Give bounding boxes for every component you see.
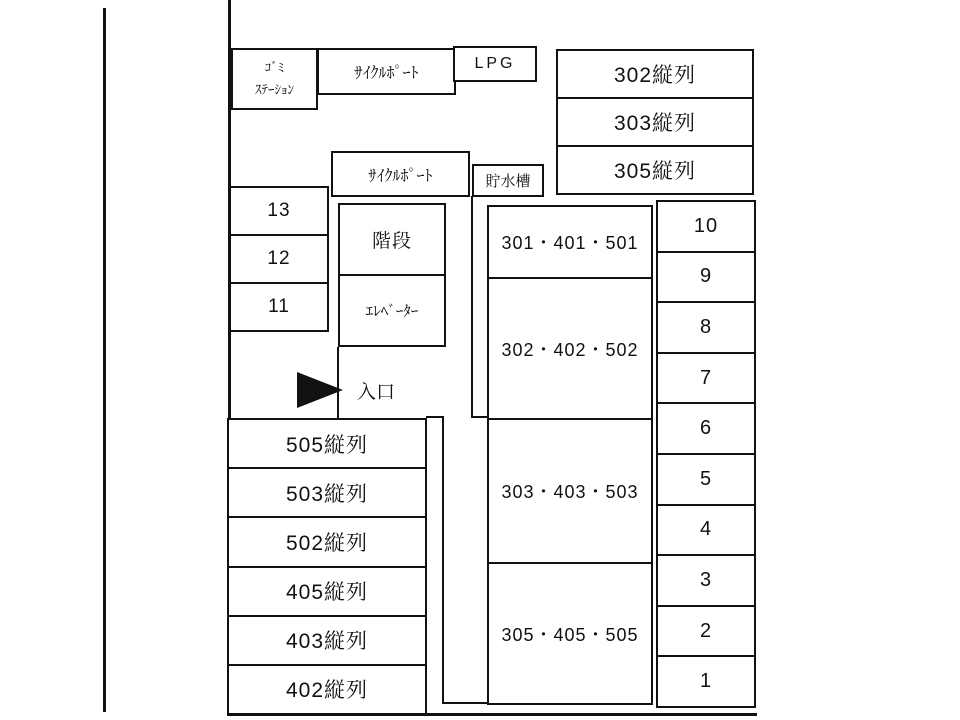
- parking-space: 5: [658, 453, 754, 504]
- cycle-port-mid-label: ｻｲｸﾙﾎﾟｰﾄ: [368, 167, 433, 185]
- parking-column-left: [229, 186, 329, 332]
- parking-space: 12: [231, 234, 327, 282]
- tandem-row: 305縦列: [558, 145, 752, 193]
- tandem-row: 402縦列: [229, 664, 425, 713]
- parking-space: 4: [658, 504, 754, 555]
- parking-space: 1: [658, 655, 754, 706]
- tandem-row: 403縦列: [229, 615, 425, 664]
- tandem-row: 405縦列: [229, 566, 425, 615]
- building-unit: 305・405・505: [489, 562, 651, 703]
- tandem-row: 505縦列: [285, 433, 369, 457]
- tandem-row: 302縦列: [613, 64, 697, 87]
- cycle-port-mid-box: [331, 151, 470, 197]
- cycle-port-top-label: ｻｲｸﾙﾎﾟｰﾄ: [354, 65, 419, 82]
- elevator-box: ｴﾚﾍﾞｰﾀｰ: [340, 274, 444, 345]
- parking-space: 8: [658, 301, 754, 352]
- walkway-line-upper: [471, 196, 473, 418]
- left-road-line: [103, 8, 106, 712]
- walkway-connector-bottom: [442, 702, 489, 704]
- garbage-station-label-line1: ｺﾞﾐ: [264, 59, 285, 75]
- parking-space: 13: [267, 200, 291, 221]
- water-tank-box: [472, 164, 544, 197]
- tandem-row: 502縦列: [229, 516, 425, 565]
- stair-elevator-core: [338, 203, 446, 347]
- entrance-label: 入口: [357, 382, 396, 403]
- lpg-box: [453, 46, 537, 82]
- cycle-port-top-box: [317, 48, 456, 95]
- tandem-column-bottom-left: [227, 418, 427, 715]
- parking-space: 2: [658, 605, 754, 656]
- parking-space: 9: [658, 251, 754, 302]
- entrance-arrow-icon: [297, 372, 343, 408]
- tandem-column-top-right: [556, 49, 754, 195]
- walkway-line-lower: [442, 418, 444, 704]
- building-unit: 301・401・501: [501, 233, 639, 253]
- garbage-station-label-line2: ｽﾃｰｼｮﾝ: [255, 82, 294, 97]
- parking-space: 11: [231, 282, 327, 330]
- tandem-row: 503縦列: [229, 467, 425, 516]
- parking-space: 7: [658, 352, 754, 403]
- walkway-connector-top: [426, 416, 444, 418]
- building-unit-column: [487, 205, 653, 705]
- water-tank-label: 貯水槽: [485, 173, 531, 190]
- building-unit: 302・402・502: [489, 277, 651, 418]
- lpg-label: LPG: [474, 55, 516, 72]
- stairs-box: 階段: [371, 231, 412, 252]
- parking-space: 3: [658, 554, 754, 605]
- parking-space: 6: [658, 402, 754, 453]
- parking-column-right: [656, 200, 756, 708]
- tandem-row: 303縦列: [558, 97, 752, 145]
- building-unit: 303・403・503: [489, 418, 651, 562]
- garbage-station-box: [231, 48, 318, 110]
- parking-space: 10: [693, 214, 719, 237]
